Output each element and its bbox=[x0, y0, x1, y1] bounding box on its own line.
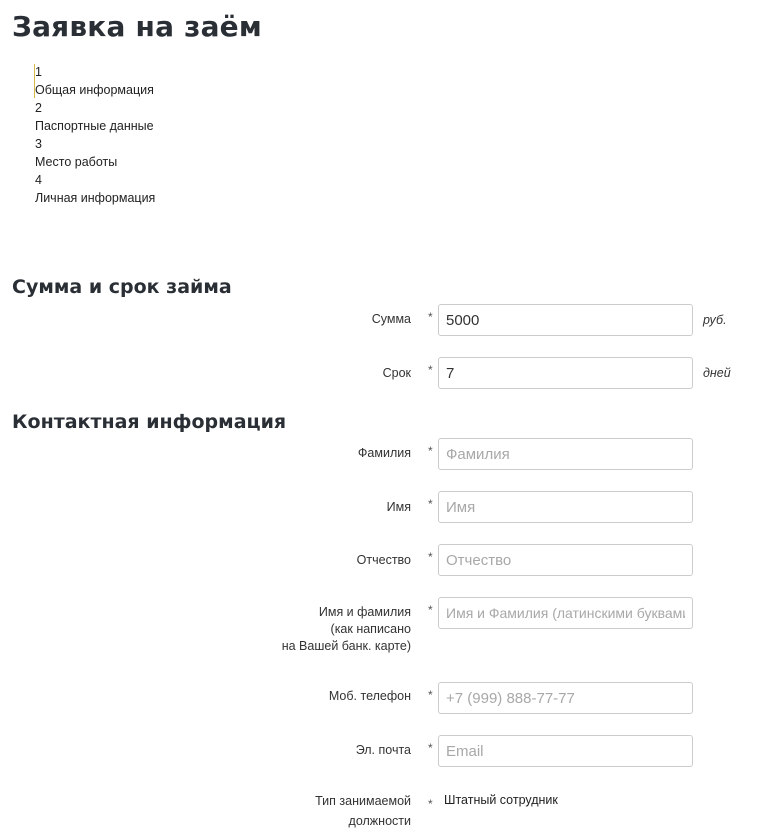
step-number: 4 bbox=[35, 173, 42, 187]
amount-input[interactable] bbox=[438, 304, 693, 336]
loan-section-title: Сумма и срок займа bbox=[12, 276, 232, 298]
step-label: Место работы bbox=[35, 155, 118, 169]
step-number: 1 bbox=[35, 65, 42, 79]
step-4[interactable] bbox=[35, 171, 235, 207]
first-name-input[interactable] bbox=[438, 491, 693, 523]
required-marker: * bbox=[428, 550, 433, 564]
email-label: Эл. почта bbox=[355, 743, 411, 757]
first-name-label: Имя bbox=[386, 500, 411, 514]
card-name-label bbox=[211, 604, 411, 655]
step-label: Личная информация bbox=[35, 191, 156, 205]
patronymic-input[interactable] bbox=[438, 544, 693, 576]
phone-input[interactable] bbox=[438, 682, 693, 714]
term-label: Срок bbox=[382, 366, 411, 380]
page-title: Заявка на заём bbox=[12, 10, 262, 43]
term-input[interactable] bbox=[438, 357, 693, 389]
amount-unit: руб. bbox=[703, 313, 727, 327]
required-marker: * bbox=[428, 741, 433, 755]
position-type-label-line: Тип занимаемой bbox=[315, 794, 411, 808]
required-marker: * bbox=[428, 497, 433, 511]
email-input[interactable] bbox=[438, 735, 693, 767]
card-name-label-line: (как написано bbox=[330, 622, 411, 636]
required-marker: * bbox=[428, 797, 433, 811]
required-marker: * bbox=[428, 688, 433, 702]
step-label: Паспортные данные bbox=[35, 119, 154, 133]
step-number: 2 bbox=[35, 101, 42, 115]
required-marker: * bbox=[428, 363, 433, 377]
step-3[interactable] bbox=[35, 135, 235, 171]
position-type-value[interactable]: Штатный сотрудник bbox=[444, 793, 558, 807]
card-name-label-line: Имя и фамилия bbox=[318, 605, 411, 619]
card-name-input[interactable] bbox=[438, 597, 693, 629]
step-1[interactable] bbox=[35, 63, 235, 99]
phone-label: Моб. телефон bbox=[328, 689, 411, 703]
active-step-marker bbox=[34, 64, 35, 98]
required-marker: * bbox=[428, 444, 433, 458]
last-name-label: Фамилия bbox=[357, 446, 411, 460]
step-label: Общая информация bbox=[35, 83, 154, 97]
amount-label: Сумма bbox=[371, 312, 411, 326]
card-name-label-line: на Вашей банк. карте) bbox=[281, 639, 411, 653]
required-marker: * bbox=[428, 310, 433, 324]
step-2[interactable] bbox=[35, 99, 235, 135]
step-indicator bbox=[35, 63, 235, 207]
last-name-input[interactable] bbox=[438, 438, 693, 470]
patronymic-label: Отчество bbox=[356, 553, 411, 567]
contact-section-title: Контактная информация bbox=[12, 411, 287, 433]
required-marker: * bbox=[428, 603, 433, 617]
position-type-label bbox=[211, 793, 411, 830]
term-unit: дней bbox=[703, 366, 731, 380]
position-type-label-line: должности bbox=[348, 814, 411, 828]
step-number: 3 bbox=[35, 137, 42, 151]
